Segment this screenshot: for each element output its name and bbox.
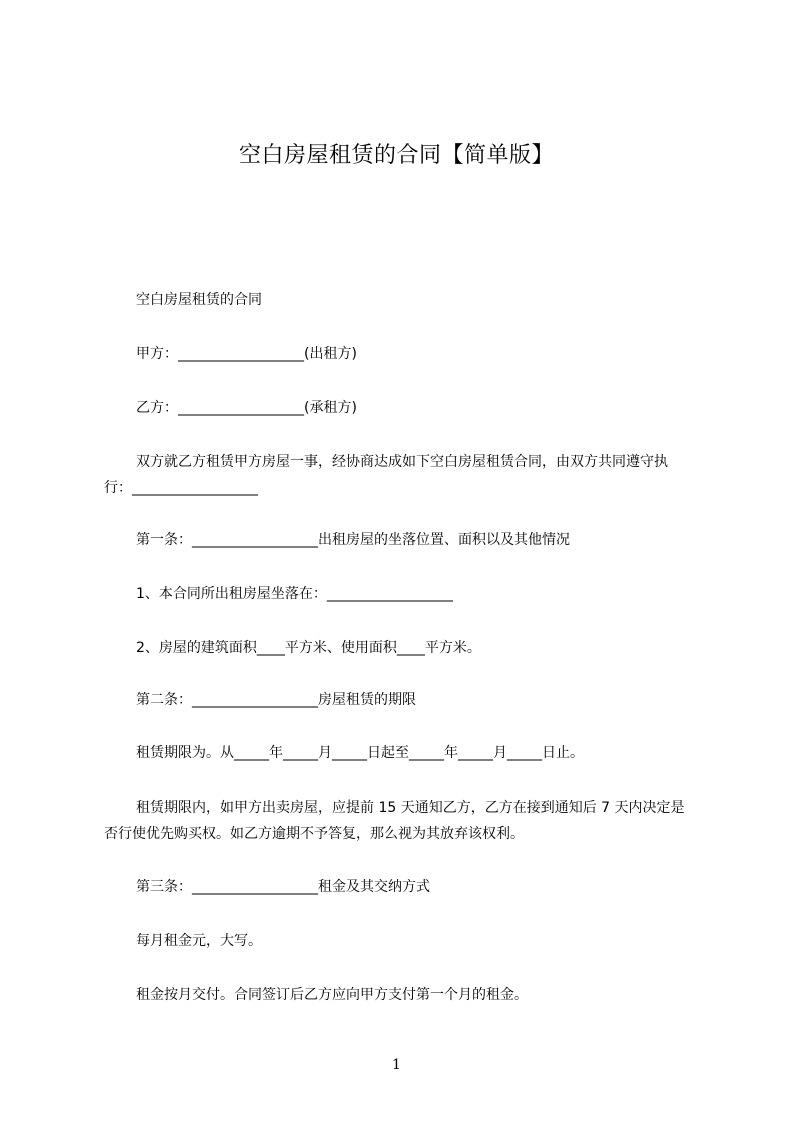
article-3-rent: 每月租金元，大写。 bbox=[136, 933, 262, 949]
preamble-paragraph: 双方就乙方租赁甲方房屋一事，经协商达成如下空白房屋租赁合同，由双方共同遵守执行：__________________ bbox=[104, 454, 668, 496]
article-1-title: 第一条：__________________出租房屋的坐落位置、面积以及其他情况 bbox=[136, 532, 570, 548]
contract-heading: 空白房屋租赁的合同 bbox=[136, 292, 262, 308]
article-1-item-2: 2、房屋的建筑面积____平方米、使用面积____平方米。 bbox=[136, 640, 481, 656]
page-title: 空白房屋租赁的合同【简单版】 bbox=[238, 143, 554, 168]
page-number: 1 bbox=[392, 1057, 401, 1073]
article-2-title: 第二条：__________________房屋租赁的期限 bbox=[136, 692, 416, 708]
article-2-term: 租赁期限为。从_____年_____月_____日起至_____年_____月_____日止。 bbox=[136, 745, 584, 761]
article-3-title: 第三条：__________________租金及其交纳方式 bbox=[136, 879, 430, 895]
article-2-priority-paragraph: 租赁期限内，如甲方出卖房屋，应提前 15 天通知乙方，乙方在接到通知后 7 天内决定是否行使优先购买权。如乙方逾期不予答复，那么视为其放弃该权利。 bbox=[104, 800, 685, 842]
party-b-line: 乙方：__________________(承租方) bbox=[136, 400, 357, 416]
article-3-payment: 租金按月交付。合同签订后乙方应向甲方支付第一个月的租金。 bbox=[136, 987, 528, 1003]
party-a-line: 甲方：__________________(出租方) bbox=[136, 346, 357, 362]
article-1-item-1: 1、本合同所出租房屋坐落在：__________________ bbox=[136, 586, 453, 602]
